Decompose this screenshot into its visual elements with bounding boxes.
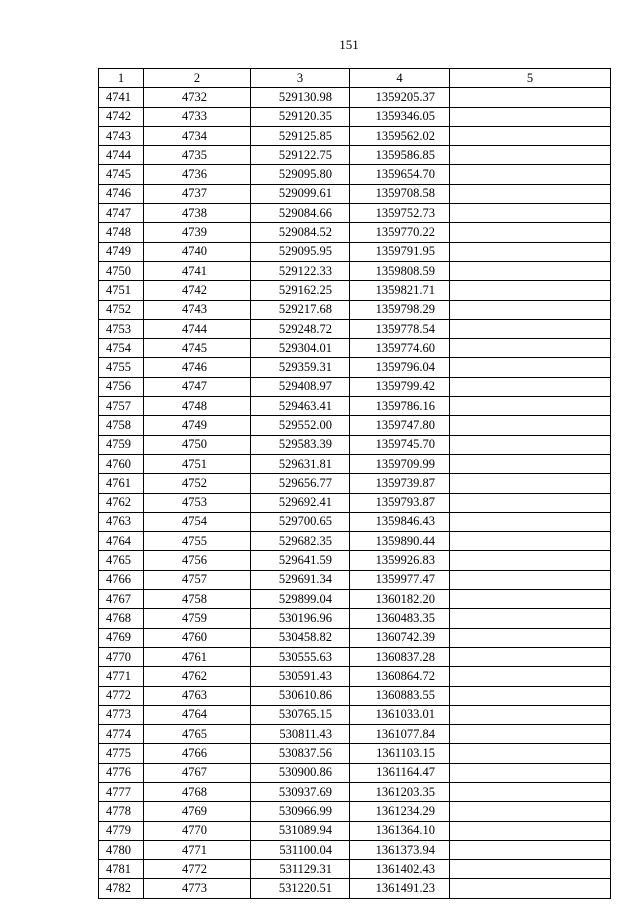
table-row xyxy=(99,146,611,165)
note-cell xyxy=(450,377,611,396)
y-coordinate-cell: 1359786.16 xyxy=(350,397,450,416)
table-row xyxy=(99,628,611,647)
column-header-2: 2 xyxy=(144,69,251,88)
x-coordinate-cell: 529691.34 xyxy=(251,570,350,589)
note-cell xyxy=(450,744,611,763)
x-coordinate-cell: 530610.86 xyxy=(251,686,350,705)
note-cell xyxy=(450,88,611,107)
table-row xyxy=(99,493,611,512)
x-coordinate-cell: 529359.31 xyxy=(251,358,350,377)
row-number-cell: 4745 xyxy=(99,165,144,184)
table-row xyxy=(99,474,611,493)
x-coordinate-cell: 529084.52 xyxy=(251,223,350,242)
y-coordinate-cell: 1360837.28 xyxy=(350,647,450,666)
column-header-3: 3 xyxy=(251,69,350,88)
note-cell xyxy=(450,223,611,242)
point-number-cell: 4767 xyxy=(144,763,251,782)
x-coordinate-cell: 530196.96 xyxy=(251,609,350,628)
note-cell xyxy=(450,609,611,628)
row-number-cell: 4742 xyxy=(99,107,144,126)
x-coordinate-cell: 529700.65 xyxy=(251,512,350,531)
note-cell xyxy=(450,126,611,145)
row-number-cell: 4775 xyxy=(99,744,144,763)
row-number-cell: 4782 xyxy=(99,879,144,898)
note-cell xyxy=(450,454,611,473)
point-number-cell: 4746 xyxy=(144,358,251,377)
y-coordinate-cell: 1360883.55 xyxy=(350,686,450,705)
point-number-cell: 4736 xyxy=(144,165,251,184)
note-cell xyxy=(450,512,611,531)
column-header-1: 1 xyxy=(99,69,144,88)
table-row xyxy=(99,840,611,859)
x-coordinate-cell: 530765.15 xyxy=(251,705,350,724)
note-cell xyxy=(450,667,611,686)
x-coordinate-cell: 529692.41 xyxy=(251,493,350,512)
y-coordinate-cell: 1360182.20 xyxy=(350,590,450,609)
point-number-cell: 4732 xyxy=(144,88,251,107)
row-number-cell: 4761 xyxy=(99,474,144,493)
table-row xyxy=(99,358,611,377)
table-body xyxy=(99,88,611,898)
x-coordinate-cell: 531089.94 xyxy=(251,821,350,840)
table-row xyxy=(99,802,611,821)
note-cell xyxy=(450,184,611,203)
row-number-cell: 4766 xyxy=(99,570,144,589)
point-number-cell: 4761 xyxy=(144,647,251,666)
note-cell xyxy=(450,725,611,744)
point-number-cell: 4766 xyxy=(144,744,251,763)
table-row xyxy=(99,223,611,242)
note-cell xyxy=(450,840,611,859)
y-coordinate-cell: 1360864.72 xyxy=(350,667,450,686)
row-number-cell: 4756 xyxy=(99,377,144,396)
table-row xyxy=(99,667,611,686)
x-coordinate-cell: 530591.43 xyxy=(251,667,350,686)
y-coordinate-cell: 1359926.83 xyxy=(350,551,450,570)
table-row xyxy=(99,860,611,879)
row-number-cell: 4777 xyxy=(99,782,144,801)
y-coordinate-cell: 1361203.35 xyxy=(350,782,450,801)
row-number-cell: 4746 xyxy=(99,184,144,203)
row-number-cell: 4781 xyxy=(99,860,144,879)
table-header-row xyxy=(99,69,611,88)
row-number-cell: 4778 xyxy=(99,802,144,821)
row-number-cell: 4760 xyxy=(99,454,144,473)
column-header-5: 5 xyxy=(450,69,611,88)
y-coordinate-cell: 1359791.95 xyxy=(350,242,450,261)
row-number-cell: 4758 xyxy=(99,416,144,435)
table-row xyxy=(99,879,611,898)
table-row xyxy=(99,532,611,551)
point-number-cell: 4734 xyxy=(144,126,251,145)
x-coordinate-cell: 530837.56 xyxy=(251,744,350,763)
y-coordinate-cell: 1359752.73 xyxy=(350,204,450,223)
point-number-cell: 4769 xyxy=(144,802,251,821)
point-number-cell: 4772 xyxy=(144,860,251,879)
point-number-cell: 4773 xyxy=(144,879,251,898)
y-coordinate-cell: 1359562.02 xyxy=(350,126,450,145)
table-row xyxy=(99,821,611,840)
x-coordinate-cell: 529095.80 xyxy=(251,165,350,184)
y-coordinate-cell: 1359708.58 xyxy=(350,184,450,203)
row-number-cell: 4763 xyxy=(99,512,144,531)
note-cell xyxy=(450,358,611,377)
x-coordinate-cell: 529552.00 xyxy=(251,416,350,435)
y-coordinate-cell: 1359799.42 xyxy=(350,377,450,396)
point-number-cell: 4752 xyxy=(144,474,251,493)
table-row xyxy=(99,300,611,319)
note-cell xyxy=(450,474,611,493)
row-number-cell: 4747 xyxy=(99,204,144,223)
point-number-cell: 4743 xyxy=(144,300,251,319)
y-coordinate-cell: 1361402.43 xyxy=(350,860,450,879)
row-number-cell: 4749 xyxy=(99,242,144,261)
table-row xyxy=(99,435,611,454)
x-coordinate-cell: 529095.95 xyxy=(251,242,350,261)
x-coordinate-cell: 529631.81 xyxy=(251,454,350,473)
note-cell xyxy=(450,165,611,184)
x-coordinate-cell: 529125.85 xyxy=(251,126,350,145)
point-number-cell: 4764 xyxy=(144,705,251,724)
row-number-cell: 4752 xyxy=(99,300,144,319)
note-cell xyxy=(450,493,611,512)
note-cell xyxy=(450,551,611,570)
table-row xyxy=(99,763,611,782)
page-number: 151 xyxy=(339,37,359,52)
x-coordinate-cell: 531100.04 xyxy=(251,840,350,859)
y-coordinate-cell: 1359798.29 xyxy=(350,300,450,319)
row-number-cell: 4748 xyxy=(99,223,144,242)
x-coordinate-cell: 531220.51 xyxy=(251,879,350,898)
note-cell xyxy=(450,416,611,435)
note-cell xyxy=(450,107,611,126)
y-coordinate-cell: 1359654.70 xyxy=(350,165,450,184)
y-coordinate-cell: 1360483.35 xyxy=(350,609,450,628)
note-cell xyxy=(450,705,611,724)
table-row xyxy=(99,204,611,223)
note-cell xyxy=(450,146,611,165)
table-row xyxy=(99,782,611,801)
row-number-cell: 4772 xyxy=(99,686,144,705)
y-coordinate-cell: 1361033.01 xyxy=(350,705,450,724)
point-number-cell: 4740 xyxy=(144,242,251,261)
point-number-cell: 4741 xyxy=(144,261,251,280)
y-coordinate-cell: 1361364.10 xyxy=(350,821,450,840)
note-cell xyxy=(450,397,611,416)
note-cell xyxy=(450,686,611,705)
y-coordinate-cell: 1361373.94 xyxy=(350,840,450,859)
x-coordinate-cell: 529248.72 xyxy=(251,319,350,338)
table-row xyxy=(99,570,611,589)
y-coordinate-cell: 1359205.37 xyxy=(350,88,450,107)
point-number-cell: 4748 xyxy=(144,397,251,416)
y-coordinate-cell: 1359796.04 xyxy=(350,358,450,377)
point-number-cell: 4771 xyxy=(144,840,251,859)
y-coordinate-cell: 1359739.87 xyxy=(350,474,450,493)
table-row xyxy=(99,647,611,666)
row-number-cell: 4743 xyxy=(99,126,144,145)
table-row xyxy=(99,744,611,763)
row-number-cell: 4741 xyxy=(99,88,144,107)
note-cell xyxy=(450,860,611,879)
y-coordinate-cell: 1361164.47 xyxy=(350,763,450,782)
y-coordinate-cell: 1361103.15 xyxy=(350,744,450,763)
table-row xyxy=(99,88,611,107)
x-coordinate-cell: 529120.35 xyxy=(251,107,350,126)
table-row xyxy=(99,377,611,396)
row-number-cell: 4768 xyxy=(99,609,144,628)
y-coordinate-cell: 1359846.43 xyxy=(350,512,450,531)
table-row xyxy=(99,609,611,628)
y-coordinate-cell: 1359793.87 xyxy=(350,493,450,512)
x-coordinate-cell: 530458.82 xyxy=(251,628,350,647)
y-coordinate-cell: 1359709.99 xyxy=(350,454,450,473)
x-coordinate-cell: 529099.61 xyxy=(251,184,350,203)
y-coordinate-cell: 1359745.70 xyxy=(350,435,450,454)
row-number-cell: 4769 xyxy=(99,628,144,647)
row-number-cell: 4776 xyxy=(99,763,144,782)
table-row xyxy=(99,281,611,300)
point-number-cell: 4754 xyxy=(144,512,251,531)
table-row xyxy=(99,397,611,416)
x-coordinate-cell: 529122.33 xyxy=(251,261,350,280)
point-number-cell: 4759 xyxy=(144,609,251,628)
point-number-cell: 4750 xyxy=(144,435,251,454)
table-row xyxy=(99,705,611,724)
point-number-cell: 4768 xyxy=(144,782,251,801)
x-coordinate-cell: 529304.01 xyxy=(251,339,350,358)
note-cell xyxy=(450,628,611,647)
y-coordinate-cell: 1361491.23 xyxy=(350,879,450,898)
point-number-cell: 4739 xyxy=(144,223,251,242)
y-coordinate-cell: 1361077.84 xyxy=(350,725,450,744)
point-number-cell: 4756 xyxy=(144,551,251,570)
y-coordinate-cell: 1359778.54 xyxy=(350,319,450,338)
y-coordinate-cell: 1359821.71 xyxy=(350,281,450,300)
x-coordinate-cell: 529682.35 xyxy=(251,532,350,551)
note-cell xyxy=(450,821,611,840)
table-row xyxy=(99,725,611,744)
row-number-cell: 4762 xyxy=(99,493,144,512)
point-number-cell: 4737 xyxy=(144,184,251,203)
note-cell xyxy=(450,300,611,319)
column-header-4: 4 xyxy=(350,69,450,88)
row-number-cell: 4757 xyxy=(99,397,144,416)
x-coordinate-cell: 529463.41 xyxy=(251,397,350,416)
point-number-cell: 4733 xyxy=(144,107,251,126)
row-number-cell: 4755 xyxy=(99,358,144,377)
x-coordinate-cell: 529899.04 xyxy=(251,590,350,609)
row-number-cell: 4779 xyxy=(99,821,144,840)
x-coordinate-cell: 529408.97 xyxy=(251,377,350,396)
y-coordinate-cell: 1359890.44 xyxy=(350,532,450,551)
table-row xyxy=(99,165,611,184)
point-number-cell: 4749 xyxy=(144,416,251,435)
y-coordinate-cell: 1359586.85 xyxy=(350,146,450,165)
note-cell xyxy=(450,782,611,801)
table-row xyxy=(99,590,611,609)
row-number-cell: 4771 xyxy=(99,667,144,686)
x-coordinate-cell: 529084.66 xyxy=(251,204,350,223)
point-number-cell: 4755 xyxy=(144,532,251,551)
row-number-cell: 4767 xyxy=(99,590,144,609)
point-number-cell: 4763 xyxy=(144,686,251,705)
point-number-cell: 4745 xyxy=(144,339,251,358)
y-coordinate-cell: 1359808.59 xyxy=(350,261,450,280)
x-coordinate-cell: 530966.99 xyxy=(251,802,350,821)
x-coordinate-cell: 530811.43 xyxy=(251,725,350,744)
row-number-cell: 4750 xyxy=(99,261,144,280)
x-coordinate-cell: 529122.75 xyxy=(251,146,350,165)
point-number-cell: 4758 xyxy=(144,590,251,609)
x-coordinate-cell: 529583.39 xyxy=(251,435,350,454)
note-cell xyxy=(450,879,611,898)
x-coordinate-cell: 530555.63 xyxy=(251,647,350,666)
row-number-cell: 4780 xyxy=(99,840,144,859)
note-cell xyxy=(450,319,611,338)
row-number-cell: 4759 xyxy=(99,435,144,454)
point-number-cell: 4762 xyxy=(144,667,251,686)
row-number-cell: 4744 xyxy=(99,146,144,165)
note-cell xyxy=(450,802,611,821)
x-coordinate-cell: 529641.59 xyxy=(251,551,350,570)
x-coordinate-cell: 529130.98 xyxy=(251,88,350,107)
coordinates-table xyxy=(98,68,611,899)
point-number-cell: 4744 xyxy=(144,319,251,338)
y-coordinate-cell: 1360742.39 xyxy=(350,628,450,647)
x-coordinate-cell: 530900.86 xyxy=(251,763,350,782)
table-row xyxy=(99,551,611,570)
y-coordinate-cell: 1359977.47 xyxy=(350,570,450,589)
table-row xyxy=(99,184,611,203)
point-number-cell: 4751 xyxy=(144,454,251,473)
point-number-cell: 4738 xyxy=(144,204,251,223)
row-number-cell: 4773 xyxy=(99,705,144,724)
table-row xyxy=(99,454,611,473)
row-number-cell: 4754 xyxy=(99,339,144,358)
note-cell xyxy=(450,532,611,551)
note-cell xyxy=(450,435,611,454)
table-row xyxy=(99,126,611,145)
row-number-cell: 4751 xyxy=(99,281,144,300)
table-row xyxy=(99,261,611,280)
table-row xyxy=(99,242,611,261)
point-number-cell: 4742 xyxy=(144,281,251,300)
note-cell xyxy=(450,261,611,280)
point-number-cell: 4770 xyxy=(144,821,251,840)
table-row xyxy=(99,686,611,705)
note-cell xyxy=(450,339,611,358)
row-number-cell: 4774 xyxy=(99,725,144,744)
row-number-cell: 4764 xyxy=(99,532,144,551)
y-coordinate-cell: 1359346.05 xyxy=(350,107,450,126)
note-cell xyxy=(450,647,611,666)
x-coordinate-cell: 529656.77 xyxy=(251,474,350,493)
y-coordinate-cell: 1359770.22 xyxy=(350,223,450,242)
x-coordinate-cell: 531129.31 xyxy=(251,860,350,879)
note-cell xyxy=(450,590,611,609)
table-row xyxy=(99,416,611,435)
row-number-cell: 4765 xyxy=(99,551,144,570)
note-cell xyxy=(450,570,611,589)
table-row xyxy=(99,107,611,126)
y-coordinate-cell: 1359774.60 xyxy=(350,339,450,358)
table-row xyxy=(99,319,611,338)
point-number-cell: 4765 xyxy=(144,725,251,744)
row-number-cell: 4753 xyxy=(99,319,144,338)
point-number-cell: 4747 xyxy=(144,377,251,396)
x-coordinate-cell: 530937.69 xyxy=(251,782,350,801)
table-row xyxy=(99,512,611,531)
x-coordinate-cell: 529217.68 xyxy=(251,300,350,319)
y-coordinate-cell: 1361234.29 xyxy=(350,802,450,821)
row-number-cell: 4770 xyxy=(99,647,144,666)
note-cell xyxy=(450,204,611,223)
point-number-cell: 4757 xyxy=(144,570,251,589)
point-number-cell: 4760 xyxy=(144,628,251,647)
x-coordinate-cell: 529162.25 xyxy=(251,281,350,300)
note-cell xyxy=(450,763,611,782)
note-cell xyxy=(450,281,611,300)
point-number-cell: 4735 xyxy=(144,146,251,165)
note-cell xyxy=(450,242,611,261)
table-row xyxy=(99,339,611,358)
point-number-cell: 4753 xyxy=(144,493,251,512)
y-coordinate-cell: 1359747.80 xyxy=(350,416,450,435)
